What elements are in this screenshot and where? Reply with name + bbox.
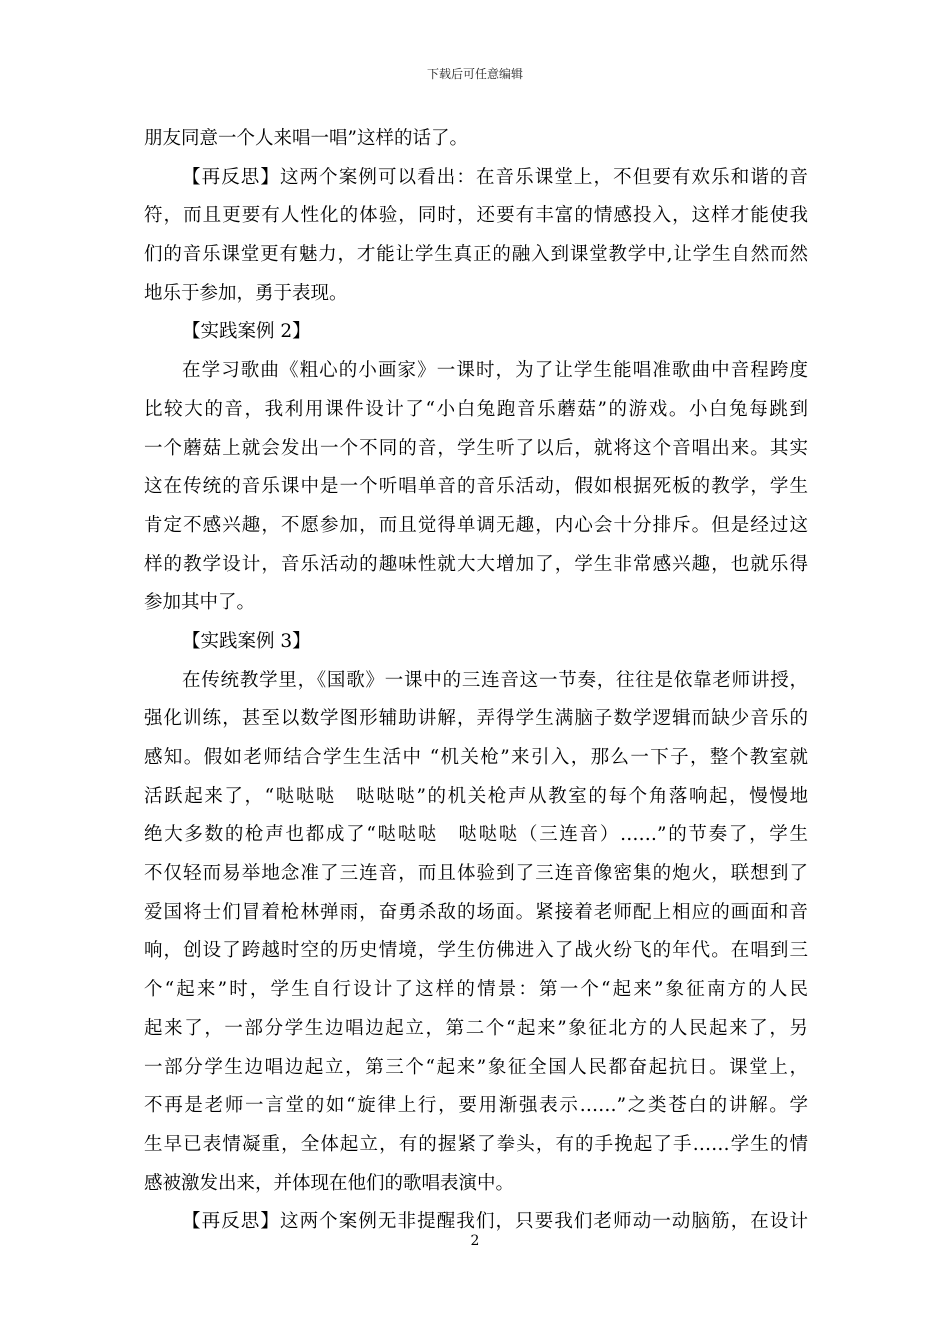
text-line: 符，而且更要有人性化的体验，同时，还要有丰富的情感投入，这样才能使我	[144, 205, 808, 227]
text-line: 生早已表情凝重，全体起立，有的握紧了拳头，有的手挽起了手……学生的情	[144, 1133, 808, 1155]
text-line: 一部分学生边唱边起立，第三个“起来”象征全国人民都奋起抗日。课堂上，	[144, 1056, 808, 1078]
text-line: 响，创设了跨越时空的历史情境，学生仿佛进入了战火纷飞的年代。在唱到三	[144, 940, 808, 962]
text-line: 参加其中了。	[144, 592, 256, 614]
text-line: 们的音乐课堂更有魅力，才能让学生真正的融入到课堂教学中,让学生自然而然	[144, 244, 808, 266]
text-line: 地乐于参加，勇于表现。	[144, 282, 348, 304]
text-line: 在传统教学里，《国歌》一课中的三连音这一节奏，往往是依靠老师讲授，	[182, 669, 808, 691]
text-line: 个“起来”时，学生自行设计了这样的情景：第一个“起来”象征南方的人民	[144, 979, 808, 1001]
body-text	[144, 120, 808, 1242]
text-line: 在学习歌曲《粗心的小画家》一课时，为了让学生能唱准歌曲中音程跨度	[182, 360, 808, 382]
text-line: 强化训练，甚至以数学图形辅助讲解，弄得学生满脑子数学逻辑而缺少音乐的	[144, 708, 808, 730]
text-line: 起来了，一部分学生边唱边起立，第二个“起来”象征北方的人民起来了，另	[144, 1017, 808, 1039]
text-line: 比较大的音，我利用课件设计了“小白兔跑音乐蘑菇”的游戏。小白兔每跳到	[144, 398, 808, 420]
text-line: 感知。假如老师结合学生生活中 “机关枪”来引入，那么一下子，整个教室就	[144, 747, 808, 768]
text-line: 【再反思】这两个案例可以看出：在音乐课堂上，不但要有欢乐和谐的音	[182, 166, 808, 188]
section-heading: 【实践案例 2】	[182, 321, 311, 343]
text-line: 感被激发出来，并体现在他们的歌唱表演中。	[144, 1172, 515, 1194]
text-line: 绝大多数的枪声也都成了“哒哒哒 哒哒哒（三连音）……”的节奏了，学生	[144, 824, 808, 846]
text-line: 肯定不感兴趣，不愿参加，而且觉得单调无趣，内心会十分排斥。但是经过这	[144, 514, 808, 536]
section-heading: 【实践案例 3】	[182, 630, 311, 652]
page-header: 下载后可任意编辑	[426, 67, 523, 81]
text-line: 不再是老师一言堂的如“旋律上行，要用渐强表示……”之类苍白的讲解。学	[144, 1095, 808, 1117]
text-line: 不仅轻而易举地念准了三连音，而且体验到了三连音像密集的炮火，联想到了	[144, 863, 808, 885]
text-line: 一个蘑菇上就会发出一个不同的音，学生听了以后，就将这个音唱出来。其实	[144, 437, 808, 459]
text-line: 这在传统的音乐课中是一个听唱单音的音乐活动，假如根据死板的教学，学生	[144, 476, 808, 498]
text-line: 【再反思】这两个案例无非提醒我们，只要我们老师动一动脑筋，在设计	[182, 1211, 808, 1233]
text-line: 样的教学设计，音乐活动的趣味性就大大增加了，学生非常感兴趣，也就乐得	[144, 553, 808, 575]
page-number: 2	[470, 1233, 480, 1249]
text-line: 活跃起来了，“哒哒哒 哒哒哒”的机关枪声从教室的每个角落响起，慢慢地	[144, 785, 808, 807]
text-line: 爱国将士们冒着枪林弹雨，奋勇杀敌的场面。紧接着老师配上相应的画面和音	[144, 901, 808, 923]
text-line: 朋友同意一个人来唱一唱”这样的话了。	[144, 128, 468, 149]
